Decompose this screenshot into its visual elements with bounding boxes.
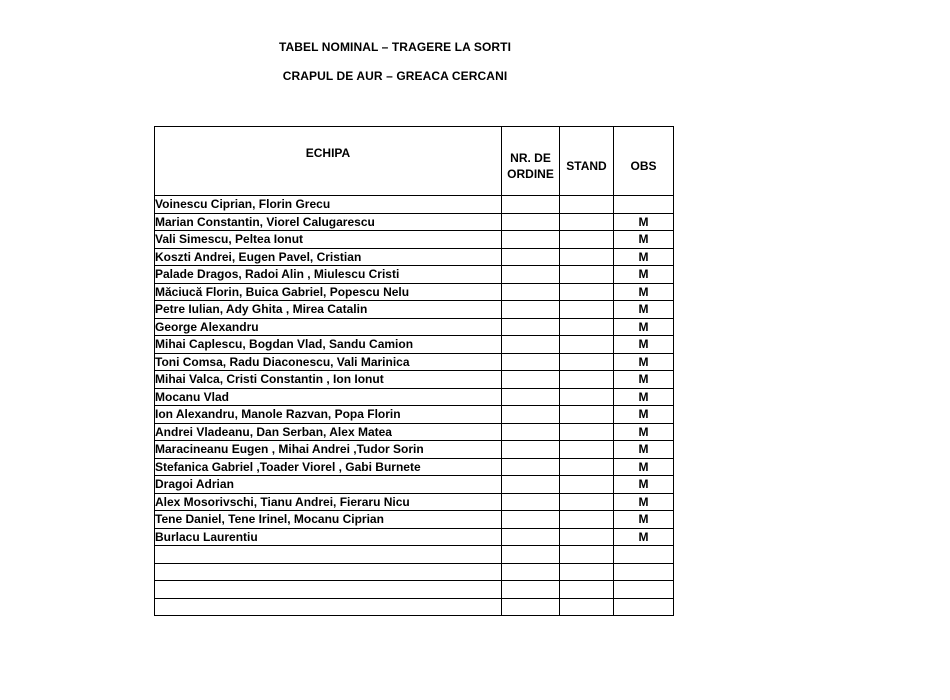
order-number-cell <box>502 318 560 336</box>
order-number-cell <box>502 476 560 494</box>
team-cell: Dragoi Adrian <box>155 476 502 494</box>
obs-cell: M <box>614 213 674 231</box>
obs-cell: M <box>614 388 674 406</box>
header-order-number-label: NR. DE ORDINE <box>507 151 554 181</box>
order-number-cell <box>502 406 560 424</box>
table-row <box>155 598 674 616</box>
stand-cell <box>560 511 614 529</box>
obs-cell: M <box>614 266 674 284</box>
stand-cell <box>560 528 614 546</box>
order-number-cell <box>502 441 560 459</box>
stand-cell <box>560 476 614 494</box>
obs-cell: M <box>614 283 674 301</box>
obs-cell <box>614 196 674 214</box>
table-row <box>155 196 674 214</box>
stand-cell <box>560 441 614 459</box>
table-row <box>155 283 674 301</box>
team-cell: Mihai Valca, Cristi Constantin , Ion Ionut <box>155 371 502 389</box>
obs-cell: M <box>614 353 674 371</box>
table-row <box>155 563 674 581</box>
obs-cell: M <box>614 476 674 494</box>
stand-cell <box>560 196 614 214</box>
stand-cell <box>560 423 614 441</box>
document-subtitle: CRAPUL DE AUR – GREACA CERCANI <box>282 69 508 83</box>
team-cell <box>155 563 502 581</box>
table-row <box>155 371 674 389</box>
table-row <box>155 213 674 231</box>
order-number-cell <box>502 423 560 441</box>
order-number-cell <box>502 458 560 476</box>
obs-cell: M <box>614 371 674 389</box>
document-title: TABEL NOMINAL – TRAGERE LA SORTI <box>278 40 512 54</box>
table-row <box>155 528 674 546</box>
header-obs: OBS <box>614 127 674 196</box>
team-cell <box>155 546 502 564</box>
team-cell: Koszti Andrei, Eugen Pavel, Cristian <box>155 248 502 266</box>
team-cell: Stefanica Gabriel ,Toader Viorel , Gabi Burnete <box>155 458 502 476</box>
stand-cell <box>560 301 614 319</box>
team-cell: Palade Dragos, Radoi Alin , Miulescu Cristi <box>155 266 502 284</box>
table-row <box>155 581 674 599</box>
order-number-cell <box>502 231 560 249</box>
table-row <box>155 231 674 249</box>
order-number-cell <box>502 283 560 301</box>
header-stand: STAND <box>560 127 614 196</box>
obs-cell: M <box>614 458 674 476</box>
stand-cell <box>560 546 614 564</box>
order-number-cell <box>502 196 560 214</box>
table-row <box>155 266 674 284</box>
order-number-cell <box>502 213 560 231</box>
team-cell: Voinescu Ciprian, Florin Grecu <box>155 196 502 214</box>
stand-cell <box>560 231 614 249</box>
stand-cell <box>560 493 614 511</box>
roster-body <box>155 196 674 616</box>
obs-cell <box>614 581 674 599</box>
table-row <box>155 318 674 336</box>
obs-cell: M <box>614 301 674 319</box>
stand-cell <box>560 248 614 266</box>
team-cell: Andrei Vladeanu, Dan Serban, Alex Matea <box>155 423 502 441</box>
stand-cell <box>560 598 614 616</box>
team-cell <box>155 598 502 616</box>
obs-cell: M <box>614 406 674 424</box>
table-row <box>155 511 674 529</box>
obs-cell: M <box>614 511 674 529</box>
order-number-cell <box>502 598 560 616</box>
order-number-cell <box>502 493 560 511</box>
team-cell: Alex Mosorivschi, Tianu Andrei, Fieraru Nicu <box>155 493 502 511</box>
order-number-cell <box>502 563 560 581</box>
stand-cell <box>560 336 614 354</box>
order-number-cell <box>502 353 560 371</box>
table-row <box>155 546 674 564</box>
table-row <box>155 248 674 266</box>
stand-cell <box>560 406 614 424</box>
stand-cell <box>560 371 614 389</box>
order-number-cell <box>502 371 560 389</box>
table-row <box>155 388 674 406</box>
team-cell <box>155 581 502 599</box>
stand-cell <box>560 458 614 476</box>
obs-cell <box>614 563 674 581</box>
order-number-cell <box>502 301 560 319</box>
stand-cell <box>560 353 614 371</box>
team-cell: Burlacu Laurentiu <box>155 528 502 546</box>
table-row <box>155 406 674 424</box>
obs-cell: M <box>614 248 674 266</box>
obs-cell <box>614 598 674 616</box>
header-order-number <box>502 127 560 196</box>
team-cell: Maracineanu Eugen , Mihai Andrei ,Tudor Sorin <box>155 441 502 459</box>
order-number-cell <box>502 546 560 564</box>
team-cell: Mocanu Vlad <box>155 388 502 406</box>
order-number-cell <box>502 511 560 529</box>
team-cell: George Alexandru <box>155 318 502 336</box>
team-cell: Măciucă Florin, Buica Gabriel, Popescu Nelu <box>155 283 502 301</box>
stand-cell <box>560 213 614 231</box>
team-cell: Tene Daniel, Tene Irinel, Mocanu Ciprian <box>155 511 502 529</box>
order-number-cell <box>502 336 560 354</box>
order-number-cell <box>502 388 560 406</box>
team-cell: Vali Simescu, Peltea Ionut <box>155 231 502 249</box>
order-number-cell <box>502 528 560 546</box>
obs-cell: M <box>614 318 674 336</box>
roster-table <box>154 126 674 616</box>
stand-cell <box>560 266 614 284</box>
order-number-cell <box>502 581 560 599</box>
order-number-cell <box>502 266 560 284</box>
order-number-cell <box>502 248 560 266</box>
obs-cell: M <box>614 231 674 249</box>
table-row <box>155 493 674 511</box>
table-row <box>155 336 674 354</box>
stand-cell <box>560 581 614 599</box>
table-header-row <box>155 127 674 196</box>
table-row <box>155 458 674 476</box>
obs-cell: M <box>614 441 674 459</box>
obs-cell <box>614 546 674 564</box>
obs-cell: M <box>614 336 674 354</box>
team-cell: Marian Constantin, Viorel Calugarescu <box>155 213 502 231</box>
stand-cell <box>560 318 614 336</box>
table-row <box>155 301 674 319</box>
table-row <box>155 476 674 494</box>
team-cell: Petre Iulian, Ady Ghita , Mirea Catalin <box>155 301 502 319</box>
stand-cell <box>560 283 614 301</box>
obs-cell: M <box>614 493 674 511</box>
header-team: ECHIPA <box>155 127 502 196</box>
table-row <box>155 353 674 371</box>
obs-cell: M <box>614 423 674 441</box>
stand-cell <box>560 563 614 581</box>
obs-cell: M <box>614 528 674 546</box>
team-cell: Mihai Caplescu, Bogdan Vlad, Sandu Camion <box>155 336 502 354</box>
table-row <box>155 423 674 441</box>
table-row <box>155 441 674 459</box>
stand-cell <box>560 388 614 406</box>
team-cell: Toni Comsa, Radu Diaconescu, Vali Marinica <box>155 353 502 371</box>
team-cell: Ion Alexandru, Manole Razvan, Popa Florin <box>155 406 502 424</box>
